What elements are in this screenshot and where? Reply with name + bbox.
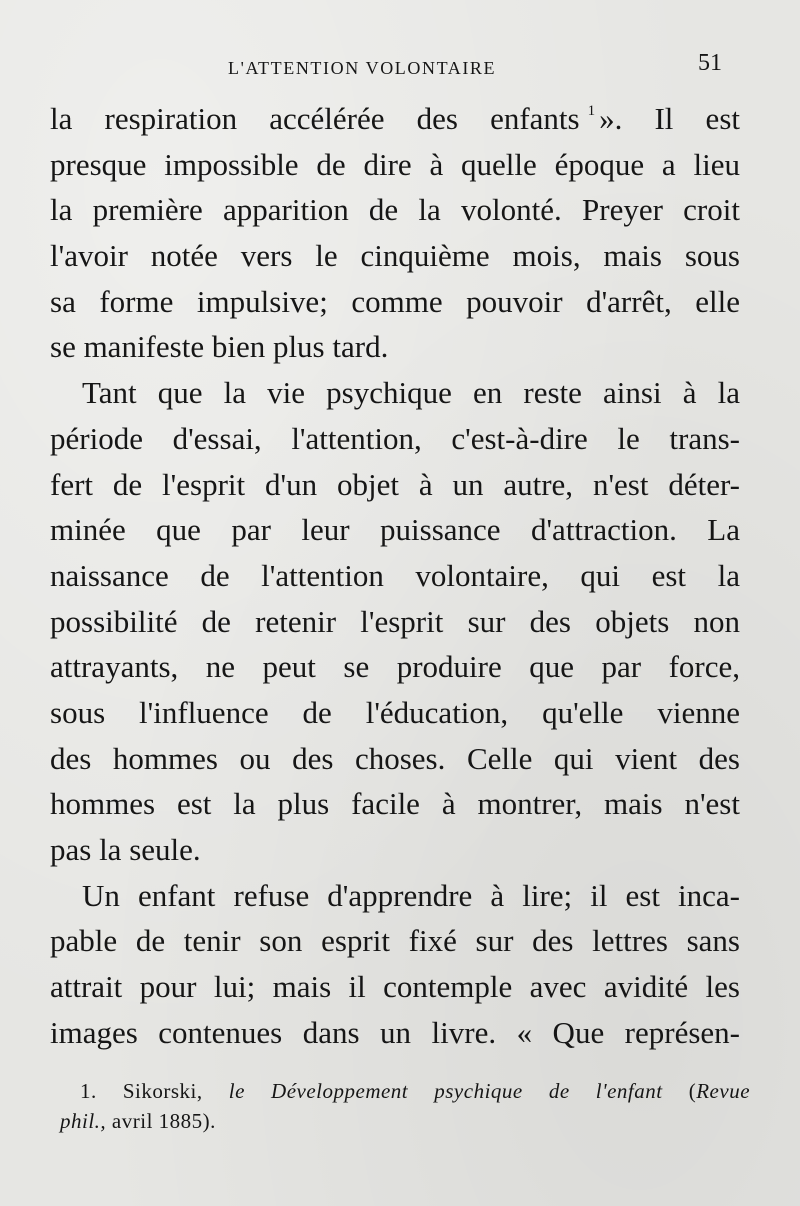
text-line: la première apparition de la volonté. Preyer croit: [50, 192, 740, 228]
text-line: presque impossible de dire à quelle époque a lieu: [50, 146, 740, 182]
text-line: se manifeste bien plus tard.: [50, 329, 389, 365]
running-title: L'ATTENTION VOLONTAIRE: [228, 58, 497, 78]
text-line: des hommes ou des choses. Celle qui vient des: [50, 740, 740, 776]
paragraph-2: [50, 370, 740, 873]
page-number: 51: [698, 50, 722, 76]
text-line: minée que par leur puissance d'attraction. La: [50, 512, 740, 548]
footnote-line: [60, 1076, 750, 1106]
footnote-journal-abbrev: phil.,: [60, 1109, 107, 1133]
paragraph-1: [50, 96, 740, 370]
text-line: l'avoir notée vers le cinquième mois, mais sous: [50, 238, 740, 274]
text-span: ». Il est: [599, 101, 740, 136]
text-line: pable de tenir son esprit fixé sur des lettres sans: [50, 923, 740, 959]
text-line: sa forme impulsive; comme pouvoir d'arrêt, elle: [50, 283, 740, 319]
footnote-journal: Revue: [696, 1079, 751, 1103]
body-text: [50, 96, 740, 1055]
text-line: naissance de l'attention volontaire, qui est la: [50, 557, 740, 593]
text-line: images contenues dans un livre. « Que représen-: [50, 1014, 740, 1050]
footnote-title: le Développement psychique de l'enfant: [228, 1079, 663, 1103]
footnote-paren: (: [688, 1079, 697, 1103]
text-span: la respiration accélérée des enfants: [50, 101, 580, 136]
text-line: sous l'influence de l'éducation, qu'elle vienne: [50, 694, 740, 730]
text-line: [50, 96, 740, 142]
footnote-author: Sikorski,: [122, 1079, 203, 1103]
paragraph-3: [50, 873, 740, 1056]
footnote-reference: 1: [587, 103, 596, 119]
footnote-line: [60, 1106, 750, 1136]
text-line: Tant que la vie psychique en reste ainsi à la: [82, 375, 740, 411]
text-line: période d'essai, l'attention, c'est-à-dire le trans-: [50, 420, 740, 456]
footnote-number: 1.: [80, 1079, 97, 1103]
text-line: attrayants, ne peut se produire que par force,: [50, 649, 740, 685]
text-line: Un enfant refuse d'apprendre à lire; il est inca-: [82, 877, 740, 913]
footnote-date: avril 1885).: [111, 1109, 216, 1133]
running-header: [0, 44, 800, 84]
text-line: possibilité de retenir l'esprit sur des objets non: [50, 603, 740, 639]
text-line: attrait pour lui; mais il contemple avec avidité les: [50, 969, 740, 1005]
footnote: [60, 1076, 750, 1136]
text-line: hommes est la plus facile à montrer, mais n'est: [50, 786, 740, 822]
text-line: fert de l'esprit d'un objet à un autre, n'est déter-: [50, 466, 740, 502]
text-line: pas la seule.: [50, 832, 201, 867]
